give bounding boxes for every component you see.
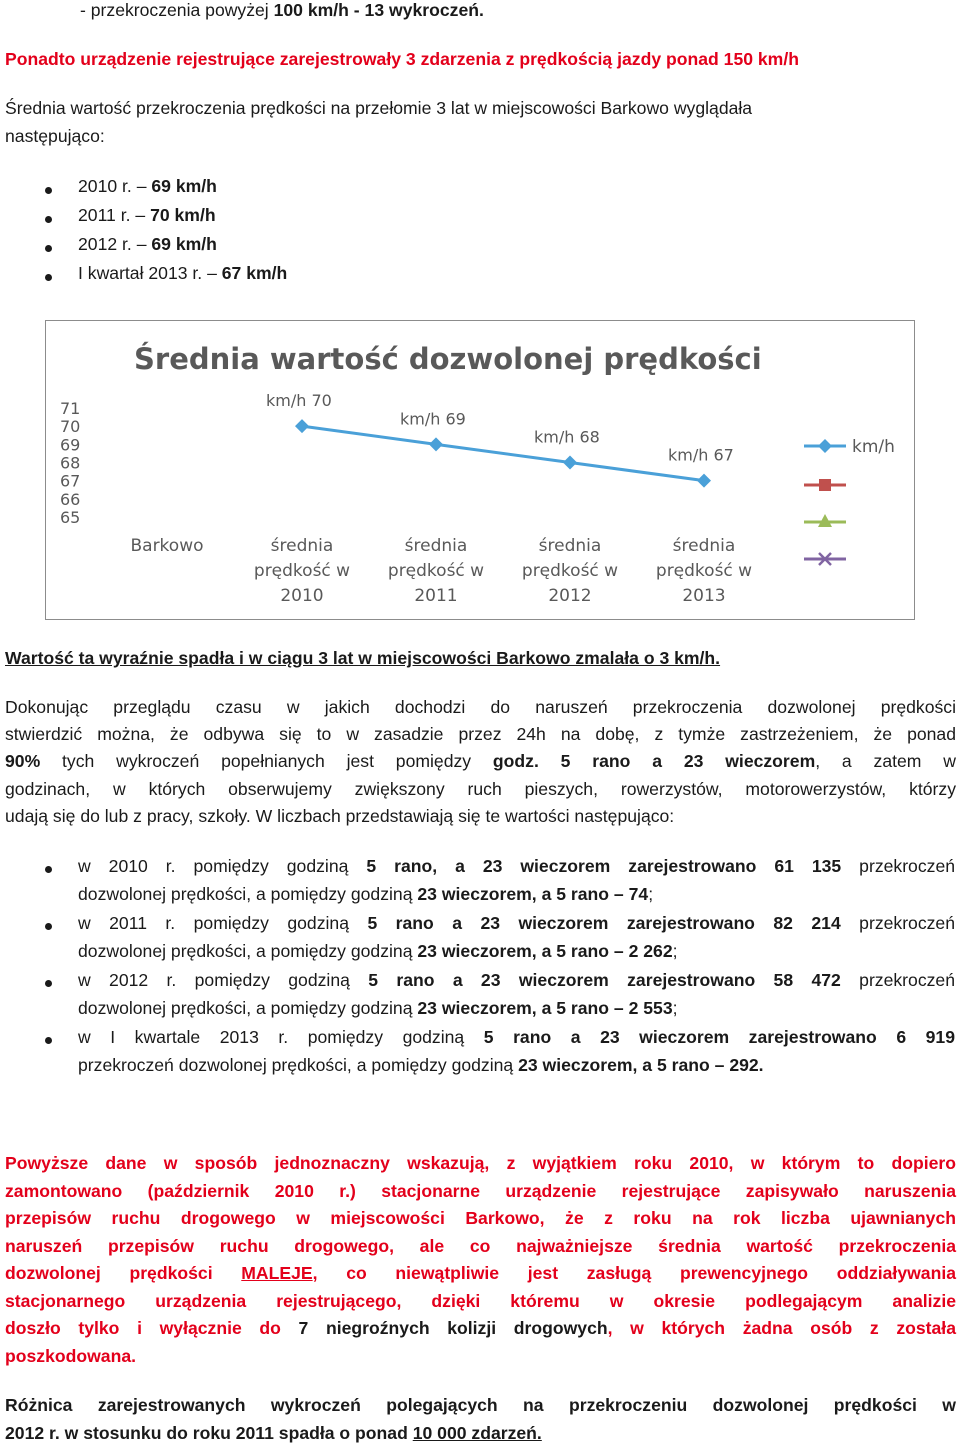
y-tick-label: 70 — [60, 417, 81, 437]
conclusion-line — [5, 1318, 956, 1339]
stats-line — [78, 1027, 955, 1048]
x-tick-label: średnia — [270, 536, 334, 556]
bullet-dot-icon — [45, 187, 52, 194]
legend-marker-square-icon — [819, 479, 831, 491]
conclusion-line: przepisów ruchu drogowego w miejscowości Barkowo, że z roku na rok liczba ujawnianych — [5, 1208, 956, 1228]
top-line-1 — [80, 0, 484, 21]
x-tick-label: prędkość w — [655, 561, 753, 581]
stats-line — [78, 998, 678, 1019]
stats-text: przekroczeń — [840, 913, 955, 933]
y-tick-label: 67 — [60, 471, 81, 491]
y-axis-ticks — [60, 399, 80, 527]
stats-text: ; — [672, 941, 678, 961]
stats-bold: 23 wieczorem, a 5 rano – 74 — [417, 884, 649, 904]
x-tick-label: prędkość w — [521, 561, 619, 581]
x-tick-label: Barkowo — [130, 536, 204, 556]
speed-chart — [45, 320, 915, 620]
conclusion-line — [5, 1263, 956, 1284]
stats-line — [78, 884, 653, 905]
chart-legend — [804, 437, 895, 565]
y-tick-label: 66 — [60, 489, 81, 509]
stats-bold: 5 rano, a 23 wieczorem zarejestrowano 61 135 — [366, 856, 842, 876]
conclusion-underlined: MALEJE — [241, 1263, 313, 1283]
stats-line — [78, 970, 955, 991]
conclusion-text: , co niewątpliwie jest zasługą prewencyjnego oddziaływania — [312, 1263, 956, 1283]
conclusion-text: doszło tylko i wyłącznie do — [5, 1318, 299, 1338]
speed-item-text — [78, 234, 217, 255]
x-tick-label: prędkość w — [387, 561, 485, 581]
bullet-dot-icon — [45, 923, 52, 930]
stats-line — [78, 1055, 764, 1076]
x-tick-label: 2013 — [682, 586, 726, 606]
data-point-diamond — [295, 419, 309, 433]
conclusion-line: zamontowano (październik 2010 r.) stacjonarne urządzenie rejestrujące zapisywało naruszenia — [5, 1181, 956, 1201]
stats-bold: 5 rano a 23 wieczorem zarejestrowano 6 919 — [483, 1027, 955, 1047]
stats-text: w 2010 r. pomiędzy godziną — [78, 856, 367, 876]
top-line-4: następująco: — [5, 126, 105, 146]
stats-text: ; — [648, 884, 654, 904]
stats-text: w I kwartale 2013 r. pomiędzy godziną — [78, 1027, 484, 1047]
conclusion-text: dozwolonej prędkości — [5, 1263, 242, 1283]
para1-bold: godz. 5 rano a 23 wieczorem — [492, 751, 816, 771]
data-point-diamond — [429, 437, 443, 451]
speed-chart-svg — [46, 321, 914, 619]
x-tick-label: 2011 — [414, 586, 458, 606]
stats-bold: 23 wieczorem, a 5 rano – 2 262 — [417, 941, 673, 961]
stats-text: w 2011 r. pomiędzy godziną — [78, 913, 368, 933]
y-tick-label: 68 — [60, 453, 81, 473]
difference-line: Różnica zarejestrowanych wykroczeń polegających na przekroczeniu dozwolonej prędkości w — [5, 1395, 956, 1415]
series-km-h — [266, 391, 734, 488]
para1-bold: 90% — [5, 751, 41, 771]
series-line — [302, 426, 704, 481]
conclusion-line: Powyższe dane w sposób jednoznaczny wskazują, z wyjątkiem roku 2010, w którym to dopiero — [5, 1153, 956, 1173]
conclusion-line: naruszeń przepisów ruchu drogowego, ale co najważniejsze średnia wartość przekroczenia — [5, 1236, 956, 1256]
stats-text: przekroczeń — [841, 856, 956, 876]
x-tick-label: prędkość w — [253, 561, 351, 581]
chart-title: Średnia wartość dozwolonej prędkości — [134, 342, 762, 376]
stats-text: dozwolonej prędkości, a pomiędzy godziną — [78, 884, 418, 904]
legend-label-km-h: km/h — [852, 437, 895, 457]
summary-text: Wartość ta wyraźnie spadła i w ciągu 3 lat w miejscowości Barkowo zmalała o 3 km/h. — [5, 648, 721, 668]
x-axis-labels — [130, 536, 752, 606]
top-line-1-prefix: - przekroczenia powyżej — [80, 0, 274, 20]
para1-line: godzinach, w których obserwujemy zwiększony ruch pieszych, rowerzystów, motorowerzystów, którzy — [5, 779, 956, 799]
stats-bold: 23 wieczorem, a 5 rano – 2 553 — [417, 998, 673, 1018]
top-line-1-bold: 100 km/h - 13 wykroczeń. — [273, 0, 484, 20]
x-tick-label: 2010 — [280, 586, 324, 606]
speed-item-label: 2011 r. – — [78, 205, 151, 225]
x-tick-label: 2012 — [548, 586, 592, 606]
top-line-3: Średnia wartość przekroczenia prędkości na przełomie 3 lat w miejscowości Barkowo wyglądała — [5, 98, 753, 118]
x-tick-label: średnia — [404, 536, 468, 556]
data-point-diamond — [563, 456, 577, 470]
para1-line — [5, 751, 956, 772]
stats-text: przekroczeń — [840, 970, 955, 990]
legend-marker-km-h — [818, 439, 832, 453]
para1-text: tych wykroczeń popełnianych jest pomiędzy — [40, 751, 493, 771]
speed-item-text — [78, 205, 216, 226]
difference-underlined: 10 000 zdarzeń. — [412, 1423, 542, 1443]
speed-item-value: 70 km/h — [150, 205, 216, 225]
stats-line — [78, 913, 955, 934]
difference-line — [5, 1423, 542, 1444]
speed-item-value: 69 km/h — [151, 234, 217, 254]
data-label: km/h 67 — [668, 445, 734, 465]
stats-bold: 23 wieczorem, a 5 rano – 292. — [518, 1055, 764, 1075]
bullet-dot-icon — [45, 866, 52, 873]
bullet-dot-icon — [45, 1037, 52, 1044]
para1-text: , a zatem w — [815, 751, 956, 771]
speed-item-label: I kwartał 2013 r. – — [78, 263, 222, 283]
data-point-diamond — [697, 474, 711, 488]
speed-item-label: 2012 r. – — [78, 234, 152, 254]
x-tick-label: średnia — [672, 536, 736, 556]
y-tick-label: 65 — [60, 508, 81, 527]
stats-text: w 2012 r. pomiędzy godziną — [78, 970, 369, 990]
para1-line: udają się do lub z pracy, szkoły. W liczbach przedstawiają się te wartości następująco: — [5, 806, 675, 826]
para1-line: stwierdzić można, że odbywa się to w zasadzie przez 24h na dobę, z tymże zastrzeżeniem, że ponad — [5, 724, 956, 744]
y-tick-label: 71 — [60, 399, 81, 418]
conclusion-line: poszkodowana. — [5, 1346, 136, 1366]
stats-text: ; — [672, 998, 678, 1018]
difference-text: 2012 r. w stosunku do roku 2011 spadła o ponad — [5, 1423, 413, 1443]
stats-text: przekroczeń dozwolonej prędkości, a pomiędzy godziną — [78, 1055, 519, 1075]
data-label: km/h 70 — [266, 391, 332, 411]
stats-text: dozwolonej prędkości, a pomiędzy godziną — [78, 998, 418, 1018]
speed-item-text — [78, 263, 287, 284]
top-line-2: Ponadto urządzenie rejestrujące zarejestrowały 3 zdarzenia z prędkością jazdy ponad 150 km/h — [5, 49, 799, 69]
speed-item-label: 2010 r. – — [78, 176, 152, 196]
bullet-dot-icon — [45, 245, 52, 252]
speed-item-value: 69 km/h — [151, 176, 217, 196]
conclusion-line: stacjonarnego urządzenia rejestrującego, dzięki któremu w okresie podlegającym analizie — [5, 1291, 956, 1311]
conclusion-collisions: 7 niegroźnych kolizji drogowych — [298, 1318, 608, 1338]
x-tick-label: średnia — [538, 536, 602, 556]
y-tick-label: 69 — [60, 435, 81, 455]
bullet-dot-icon — [45, 216, 52, 223]
bullet-dot-icon — [45, 980, 52, 987]
conclusion-text: , w których żadna osób z została — [607, 1318, 956, 1338]
data-label: km/h 68 — [534, 427, 600, 447]
stats-line — [78, 856, 955, 877]
stats-text: dozwolonej prędkości, a pomiędzy godziną — [78, 941, 418, 961]
speed-item-value: 67 km/h — [221, 263, 288, 283]
para1-line: Dokonując przeglądu czasu w jakich dochodzi do naruszeń przekroczenia dozwolonej prędkości — [5, 697, 956, 717]
stats-bold: 5 rano a 23 wieczorem zarejestrowano 82 214 — [367, 913, 841, 933]
speed-item-text — [78, 176, 217, 197]
stats-line — [78, 941, 678, 962]
bullet-dot-icon — [45, 274, 52, 281]
data-label: km/h 69 — [400, 409, 466, 429]
stats-bold: 5 rano a 23 wieczorem zarejestrowano 58 472 — [368, 970, 841, 990]
